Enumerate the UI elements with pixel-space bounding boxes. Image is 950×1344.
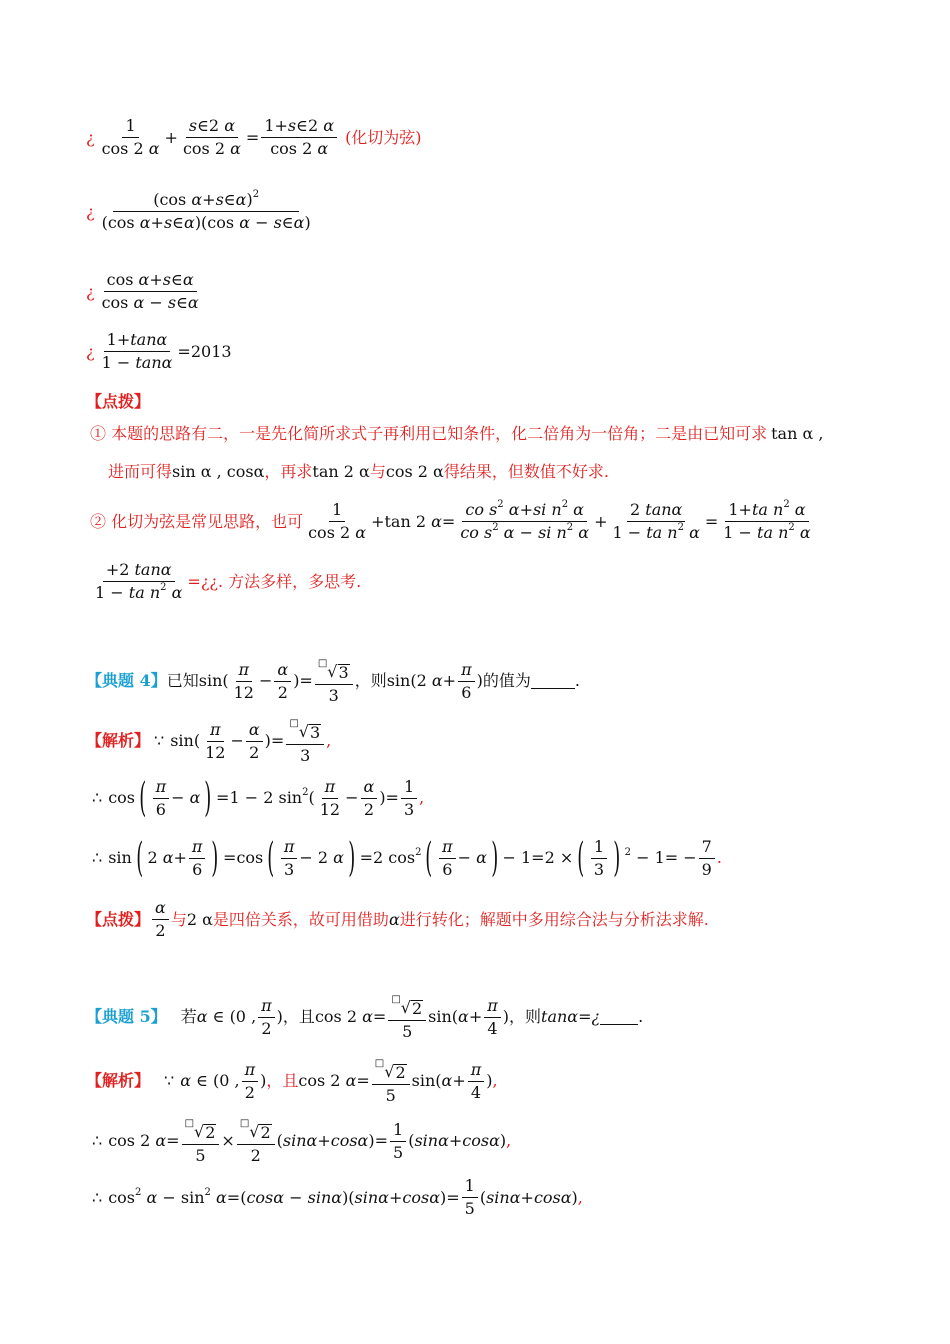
example-4: 【典题 4】 已知 sin( $\frac{\pi}{12}$ − $\frac{\alpha}{2}$ )= □ √ 3 3 ，则 sin(2 α+ $\frac{\pi}{6}$ ) 的值为 .	[86, 658, 580, 705]
tip-text: 与	[369, 462, 386, 481]
solution-5-step-3: ∴ $\cos^2 \alpha - \sin^2 \alpha=(\cos\alpha - \sin\alpha)(\sin\alpha+\cos\alpha)=$ $\frac{1}{5}$ (sinα+cosα),	[92, 1176, 583, 1218]
tip-math: cos 2 α	[385, 462, 444, 481]
derivation-step-1: ¿ $\frac{1}{\cos 2 \alpha}$ + $\frac{s\in 2 \alpha}{\cos 2 \alpha}$ = $\frac{1+s\in 2 \alpha}{\cos 2 \alpha}$ (化切为弦)	[86, 116, 422, 158]
fraction: $\frac{\pi}{2}$	[258, 998, 275, 1037]
fraction: $\frac{1+\tan\alpha}{1 - \tan\alpha}$	[101, 330, 173, 372]
example-text: 的值为	[482, 671, 531, 690]
example-label: 【典题 4】	[86, 671, 167, 690]
example-text: ，则	[509, 1007, 542, 1026]
fraction: $\frac{(\cos \alpha+s\in\alpha)^2}{\text{(cos α+s∈α)(cos α − s∈α)}}$	[101, 189, 311, 232]
tip-text: 进而可得	[108, 462, 173, 481]
example-label: 【典题 5】	[86, 1007, 167, 1026]
fraction: □ √ 2 5	[182, 1118, 220, 1164]
tip-text: 进行转化；解题中多用综合法与分析法求解.	[399, 909, 709, 929]
fraction: $\frac{1}{3}$	[591, 839, 607, 878]
fraction: $\frac{\pi}{3}$	[281, 839, 298, 878]
therefore-symbol: ∴	[92, 788, 103, 807]
fraction: $\frac{\pi}{6}$	[153, 779, 170, 818]
tip-text: 得结果，但数值不好求.	[443, 462, 609, 481]
example-text: 已知	[166, 671, 199, 690]
fraction: $\frac{2 \tan\alpha}{1 - ta n^2 \alpha}$	[612, 500, 700, 542]
derivation-step-2	[86, 189, 316, 232]
example-text: .	[638, 1007, 644, 1026]
fraction: $\frac{1}{\cos 2 \alpha}$	[101, 116, 160, 158]
glyph: ¿	[86, 201, 95, 221]
because-symbol: ∵	[164, 1071, 175, 1090]
fraction: $\frac{1}{\cos 2 \alpha}$	[308, 500, 367, 542]
tip-4	[86, 900, 709, 939]
solution-text: ，且	[266, 1071, 299, 1090]
tip-label: 【点拨】	[86, 909, 151, 929]
answer-blank[interactable]	[600, 1010, 638, 1025]
glyph: ¿	[86, 127, 95, 147]
example-text: 若	[180, 1007, 197, 1026]
fraction: $\frac{7}{9}$	[699, 839, 715, 878]
therefore-symbol: ∴	[92, 1131, 103, 1150]
fraction: $\frac{\alpha}{2}$	[274, 662, 291, 701]
tip-text: ② 化切为弦是常见思路，也可	[90, 511, 304, 531]
example-text: ，则	[354, 671, 387, 690]
solution-label: 【解析】	[86, 1071, 151, 1090]
tip-math: α	[388, 909, 400, 929]
fraction: $\frac{+2 \tan\alpha}{1 - ta n^2 \alpha}$	[95, 560, 183, 602]
glyph: ¿	[86, 281, 95, 301]
example-text: ，且	[282, 1007, 315, 1026]
fraction: $\frac{\pi}{12}$	[205, 719, 226, 762]
fraction: $\frac{\pi}{6}$	[458, 662, 475, 701]
tip-text: 与	[170, 909, 187, 929]
tip-text: ，再求	[264, 462, 313, 481]
fraction: $\frac{1}{5}$	[462, 1178, 478, 1217]
tip-label: 【点拨】	[86, 392, 151, 411]
fraction: □ √ 2 2	[237, 1118, 275, 1164]
solution-label: 【解析】	[86, 731, 151, 750]
tip-math: sin α , cosα	[172, 462, 265, 481]
fraction: $\frac{\alpha}{2}$	[246, 722, 263, 761]
fraction: $\frac{\pi}{12}$	[233, 659, 254, 702]
fraction: $\frac{1+ta n^2 \alpha}{1 - ta n^2 \alpha}$	[723, 499, 811, 542]
therefore-symbol: ∴	[92, 848, 103, 867]
fraction: $\frac{\alpha}{2}$	[361, 779, 378, 818]
answer-blank[interactable]	[531, 674, 575, 689]
fraction: $\frac{s\in 2 \alpha}{\cos 2 \alpha}$	[182, 116, 241, 158]
derivation-step-4	[86, 332, 232, 371]
fraction: $\frac{\pi}{4}$	[468, 1062, 485, 1101]
fraction: $\frac{\pi}{6}$	[439, 839, 456, 878]
step-note: (化切为弦)	[345, 127, 422, 147]
tip-math: tan α ,	[771, 424, 824, 443]
fraction: $\frac{1+s\in 2 \alpha}{\cos 2 \alpha}$	[261, 118, 337, 157]
tip-text: 是四倍关系，故可用借助	[212, 909, 389, 929]
tip-math: 2 α	[186, 909, 213, 929]
fraction: $\frac{\pi}{2}$	[242, 1062, 259, 1101]
glyph: ¿	[86, 341, 95, 361]
solution-4-step-2: ∴ cos ( $\frac{\pi}{6}$ − α ) =1 − 2 $\sin^2$( $\frac{\pi}{12}$ − $\frac{\alpha}{2}$ )= $\frac{1}{3}$ ,	[92, 775, 425, 821]
tip-item-1-line-2	[108, 464, 609, 480]
tip-item-2: ② 化切为弦是常见思路，也可 $\frac{1}{\cos 2 \alpha}$ +tan 2 α= $\frac{co s^2 \alpha+si n^2 \alpha}{co s^2 \alpha - si n^2 \alpha}$ + $\frac{2 \tan\alpha}{1 - ta n^2 \alpha}$ = $\frac{1+ta n^2 \alpha}{1 - ta n^2 \alpha}$	[90, 502, 816, 541]
fraction: □ √ 3 3	[286, 718, 324, 764]
tip-item-1-line-1	[90, 426, 823, 442]
fraction: $\frac{1}{3}$	[401, 779, 417, 818]
fraction: $\frac{\pi}{6}$	[189, 839, 206, 878]
tip-item-2-cont	[90, 562, 361, 601]
fraction: $\frac{co s^2 \alpha+si n^2 \alpha}{co s^2 \alpha - si n^2 \alpha}$	[460, 499, 590, 542]
fraction: □ √ 2 5	[372, 1058, 410, 1104]
because-symbol: ∵	[154, 731, 165, 750]
therefore-symbol: ∴	[92, 1187, 103, 1207]
fraction: □ √ 3 3	[315, 658, 353, 704]
fraction: $\frac{\alpha}{2}$	[152, 900, 169, 939]
solution-4-step-3: ∴ sin ( 2 α+ $\frac{\pi}{6}$ ) =cos ( $\frac{\pi}{3}$ − 2 α ) =2 $\cos^2$ ( $\frac{\pi}{6}$ − α ) − 1=2 × ( $\frac{1}{3}$ ) $^2$ − 1= − $\frac{7}{9}$ .	[92, 835, 722, 881]
solution-5-step-1: 【解析】 ∵ α ∈ (0 , $\frac{\pi}{2}$ ) ，且 cos 2 α= □ √ 2 5 sin(α+ $\frac{\pi}{4}$ ),	[86, 1058, 498, 1105]
fraction: $\frac{1}{5}$	[390, 1122, 406, 1161]
example-text: .	[574, 671, 580, 690]
example-math: tanα=¿	[541, 1007, 601, 1026]
tip-math: tan 2 α	[312, 462, 370, 481]
solution-5-step-2: ∴ cos 2 α= □ √ 2 5 × □ √ 2 2 (sinα+cosα)= $\frac{1}{5}$ (sinα+cosα),	[92, 1118, 512, 1165]
tip-text: ① 本题的思路有二，一是先化简所求式子再利用已知条件，化二倍角为一倍角；二是由已知可求	[90, 424, 768, 443]
solution-4-step-1: 【解析】 ∵ sin( $\frac{\pi}{12}$ − $\frac{\alpha}{2}$ )= □ √ 3 3 ,	[86, 718, 332, 765]
fraction: $\frac{\pi}{4}$	[484, 998, 501, 1037]
tip-text: =¿¿. 方法多样，多思考.	[187, 571, 362, 591]
derivation-step-3	[86, 272, 204, 311]
fraction: $\frac{\pi}{12}$	[319, 776, 341, 819]
fraction: □ √ 2 5	[388, 994, 426, 1040]
step-result: =2013	[177, 341, 232, 361]
fraction: $\frac{\text{cos α+s∈α}}{\text{cos α − s∈α}}$	[101, 270, 199, 312]
example-5: 【典题 5】 若 α ∈ (0 , $\frac{\pi}{2}$ ) ，且 cos 2 α= □ √ 2 5 sin(α+ $\frac{\pi}{4}$ ) ，则 tanα=¿ .	[86, 994, 644, 1041]
